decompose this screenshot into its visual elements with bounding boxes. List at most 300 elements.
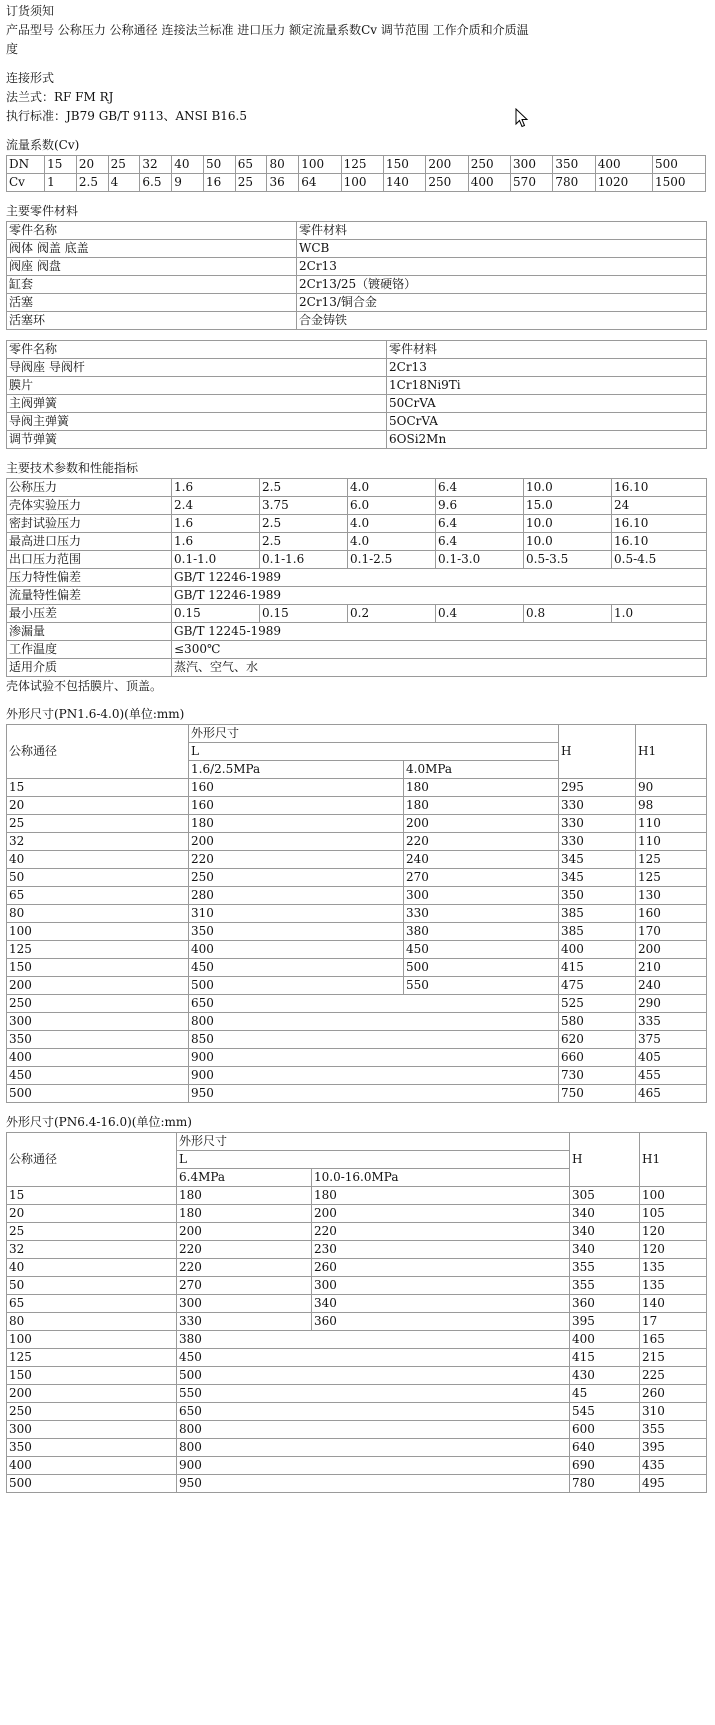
- table-row: [7, 1385, 707, 1403]
- table-row: [7, 1475, 707, 1493]
- table-cell: 6.4: [436, 515, 524, 533]
- table-cell: 100: [640, 1187, 707, 1205]
- table-row: [7, 258, 707, 276]
- table-row: [7, 413, 707, 431]
- table-row: [7, 905, 707, 923]
- table-row: [7, 222, 707, 240]
- table-cell: 1.6: [172, 479, 260, 497]
- table-row: [7, 725, 707, 743]
- table-cell: 65: [7, 887, 189, 905]
- table-cell: 450: [189, 959, 404, 977]
- table-cell: WCB: [297, 240, 707, 258]
- table-cell: 335: [636, 1013, 707, 1031]
- table-cell: 流量特性偏差: [7, 587, 172, 605]
- table-cell: 110: [636, 833, 707, 851]
- table-cell: 160: [636, 905, 707, 923]
- table-cell: 310: [640, 1403, 707, 1421]
- table-cell: 100: [7, 923, 189, 941]
- table-cell: 40: [7, 1259, 177, 1277]
- header-cell: L: [177, 1151, 570, 1169]
- table-cell: 220: [177, 1241, 312, 1259]
- table-cell: 2Cr13: [387, 359, 707, 377]
- table-cell: 270: [177, 1277, 312, 1295]
- header-cell: 6.4MPa: [177, 1169, 312, 1187]
- header-cell: H1: [636, 725, 707, 779]
- table-cell: 0.1-1.0: [172, 551, 260, 569]
- table-cell: 15.0: [524, 497, 612, 515]
- header-cell: 外形尺寸: [189, 725, 559, 743]
- table-cell: 200: [426, 156, 468, 174]
- table-row: [7, 341, 707, 359]
- table-cell: 430: [570, 1367, 640, 1385]
- table-cell: 500: [404, 959, 559, 977]
- table-cell: 415: [559, 959, 636, 977]
- table-cell: 压力特性偏差: [7, 569, 172, 587]
- table-cell: 15: [45, 156, 77, 174]
- table-cell: 350: [7, 1031, 189, 1049]
- table-cell: 65: [7, 1295, 177, 1313]
- table-row: [7, 995, 707, 1013]
- table-cell: 125: [341, 156, 383, 174]
- table-cell: 240: [404, 851, 559, 869]
- table-cell: 135: [640, 1259, 707, 1277]
- table-cell: 355: [640, 1421, 707, 1439]
- table-cell: 180: [404, 797, 559, 815]
- table-cell: 130: [636, 887, 707, 905]
- table-row: [7, 1403, 707, 1421]
- table-cell: 330: [559, 815, 636, 833]
- table-cell: 660: [559, 1049, 636, 1067]
- table-row: [7, 515, 707, 533]
- table-cell: 450: [7, 1067, 189, 1085]
- table-cell: 0.1-2.5: [348, 551, 436, 569]
- table-cell: 395: [640, 1439, 707, 1457]
- header-cell: 外形尺寸: [177, 1133, 570, 1151]
- table-cell: 150: [7, 959, 189, 977]
- table-cell: 1.6: [172, 515, 260, 533]
- table-cell: 180: [177, 1187, 312, 1205]
- table-cell: 25: [7, 1223, 177, 1241]
- table-cell: 950: [189, 1085, 559, 1103]
- order-notice-line: 产品型号 公称压力 公称通径 连接法兰标准 进口压力 额定流量系数Cv 调节范围 工作介质和介质温: [6, 23, 529, 37]
- materials-table: [6, 221, 707, 330]
- flange-type: 法兰式：RF FM RJ: [6, 90, 114, 104]
- table-cell: 455: [636, 1067, 707, 1085]
- table-cell: 400: [7, 1049, 189, 1067]
- table-cell: 690: [570, 1457, 640, 1475]
- dim2-title: 外形尺寸(PN6.4-16.0)(单位:mm): [6, 1115, 192, 1129]
- table-cell: 蒸汽、空气、水: [172, 659, 707, 677]
- table-cell: 435: [640, 1457, 707, 1475]
- table-cell: 180: [404, 779, 559, 797]
- document-page: [6, 2, 706, 1493]
- table-cell: 180: [312, 1187, 570, 1205]
- table-row: [7, 1187, 707, 1205]
- table-cell: 2.5: [76, 174, 108, 192]
- table-cell: 6.0: [348, 497, 436, 515]
- table-cell: 340: [570, 1223, 640, 1241]
- table-cell: 160: [189, 779, 404, 797]
- table-cell: 200: [189, 833, 404, 851]
- table-cell: 230: [312, 1241, 570, 1259]
- table-row: [7, 941, 707, 959]
- header-cell: 4.0MPa: [404, 761, 559, 779]
- table-cell: 395: [570, 1313, 640, 1331]
- table-cell: 2.5: [260, 479, 348, 497]
- table-cell: 355: [570, 1259, 640, 1277]
- table-cell: 缸套: [7, 276, 297, 294]
- table-row: [7, 605, 707, 623]
- table-cell: 80: [7, 905, 189, 923]
- standard-text: 执行标准：JB79 GB/T 9113、ANSI B16.5: [6, 109, 247, 123]
- table-cell: 20: [7, 797, 189, 815]
- table-cell: 40: [7, 851, 189, 869]
- table-cell: 120: [640, 1241, 707, 1259]
- table-cell: 215: [640, 1349, 707, 1367]
- table-cell: 360: [570, 1295, 640, 1313]
- table-cell: 350: [553, 156, 595, 174]
- table-row: [7, 569, 707, 587]
- table-cell: 6.4: [436, 479, 524, 497]
- table-cell: 100: [7, 1331, 177, 1349]
- table-cell: 9.6: [436, 497, 524, 515]
- table-cell: 400: [189, 941, 404, 959]
- table-cell: 渗漏量: [7, 623, 172, 641]
- table-cell: 415: [570, 1349, 640, 1367]
- table-cell: 120: [640, 1223, 707, 1241]
- table-row: [7, 1367, 707, 1385]
- table-cell: 125: [636, 851, 707, 869]
- table-cell: 620: [559, 1031, 636, 1049]
- table-cell: ≤300℃: [172, 641, 707, 659]
- table-row: [7, 240, 707, 258]
- header-cell: 1.6/2.5MPa: [189, 761, 404, 779]
- table-cell: 调节弹簧: [7, 431, 387, 449]
- table-cell: 295: [559, 779, 636, 797]
- table-cell: 9: [172, 174, 204, 192]
- table-cell: 1.0: [612, 605, 707, 623]
- dimension-table-pn1-6: [6, 724, 707, 1103]
- table-cell: 2Cr13/25（镀硬铬）: [297, 276, 707, 294]
- table-cell: 340: [570, 1205, 640, 1223]
- table-row: [7, 1085, 707, 1103]
- table-cell: 300: [511, 156, 553, 174]
- table-row: [7, 833, 707, 851]
- table-cell: 4: [108, 174, 140, 192]
- table-cell: 导阀座 导阀杆: [7, 359, 387, 377]
- table-cell: 50: [7, 1277, 177, 1295]
- table-cell: 24: [612, 497, 707, 515]
- table-cell: 450: [177, 1349, 570, 1367]
- table-cell: 260: [640, 1385, 707, 1403]
- table-cell: 64: [299, 174, 341, 192]
- table-cell: 500: [189, 977, 404, 995]
- table-cell: 250: [426, 174, 468, 192]
- table-cell: 650: [189, 995, 559, 1013]
- table-row: [7, 1031, 707, 1049]
- table-cell: 250: [7, 1403, 177, 1421]
- table-cell: 280: [189, 887, 404, 905]
- table-row: [7, 294, 707, 312]
- table-cell: 40: [172, 156, 204, 174]
- table-cell: 20: [7, 1205, 177, 1223]
- table-cell: 125: [636, 869, 707, 887]
- table-cell: 16.10: [612, 479, 707, 497]
- table-row: [7, 587, 707, 605]
- table-cell: 330: [559, 833, 636, 851]
- header-cell: H: [570, 1133, 640, 1187]
- table-cell: 250: [189, 869, 404, 887]
- table-cell: 2Cr13: [297, 258, 707, 276]
- table-cell: 220: [312, 1223, 570, 1241]
- table-row: [7, 869, 707, 887]
- table-cell: 6OSi2Mn: [387, 431, 707, 449]
- table-cell: 140: [640, 1295, 707, 1313]
- table-cell: 20: [76, 156, 108, 174]
- table-row: [7, 431, 707, 449]
- cv-table: [6, 155, 706, 192]
- table-cell: 1020: [595, 174, 652, 192]
- table-cell: 240: [636, 977, 707, 995]
- table-cell: 32: [140, 156, 172, 174]
- table-cell: Cv: [7, 174, 45, 192]
- specs-title: 主要技术参数和性能指标: [6, 461, 139, 475]
- table-cell: 1500: [652, 174, 705, 192]
- table-cell: 工作温度: [7, 641, 172, 659]
- table-cell: 1: [45, 174, 77, 192]
- table-row: [7, 779, 707, 797]
- table-cell: 500: [7, 1475, 177, 1493]
- table-cell: 580: [559, 1013, 636, 1031]
- table-cell: 640: [570, 1439, 640, 1457]
- table-cell: 600: [570, 1421, 640, 1439]
- dim1-title: 外形尺寸(PN1.6-4.0)(单位:mm): [6, 707, 185, 721]
- table-cell: 350: [559, 887, 636, 905]
- table-cell: 导阀主弹簧: [7, 413, 387, 431]
- table-cell: 0.15: [260, 605, 348, 623]
- table-row: [7, 1277, 707, 1295]
- table-cell: 125: [7, 1349, 177, 1367]
- table-cell: 10.0: [524, 515, 612, 533]
- table-cell: 385: [559, 905, 636, 923]
- table-cell: 545: [570, 1403, 640, 1421]
- table-cell: 100: [299, 156, 341, 174]
- specs-table: [6, 478, 707, 677]
- table-cell: 90: [636, 779, 707, 797]
- table-cell: DN: [7, 156, 45, 174]
- table-cell: 500: [177, 1367, 570, 1385]
- table-cell: 80: [267, 156, 299, 174]
- table-row: [7, 1457, 707, 1475]
- table-row: [7, 377, 707, 395]
- table-cell: 32: [7, 833, 189, 851]
- header-cell: 公称通径: [7, 725, 189, 779]
- table-cell: 135: [640, 1277, 707, 1295]
- table-cell: 活塞: [7, 294, 297, 312]
- table-cell: 2.4: [172, 497, 260, 515]
- table-cell: 3.75: [260, 497, 348, 515]
- table-cell: 零件名称: [7, 341, 387, 359]
- table-cell: 4.0: [348, 479, 436, 497]
- table-cell: 2.5: [260, 533, 348, 551]
- table-cell: 570: [511, 174, 553, 192]
- table-cell: 500: [7, 1085, 189, 1103]
- table-row: [7, 1013, 707, 1031]
- table-row: [7, 1133, 707, 1151]
- table-cell: 140: [383, 174, 425, 192]
- table-cell: 10.0: [524, 533, 612, 551]
- header-cell: H: [559, 725, 636, 779]
- table-cell: 98: [636, 797, 707, 815]
- table-cell: 385: [559, 923, 636, 941]
- table-cell: 100: [341, 174, 383, 192]
- table-cell: 400: [559, 941, 636, 959]
- table-cell: 适用介质: [7, 659, 172, 677]
- table-cell: 330: [559, 797, 636, 815]
- table-cell: 0.5-3.5: [524, 551, 612, 569]
- table-cell: 膜片: [7, 377, 387, 395]
- table-cell: 105: [640, 1205, 707, 1223]
- table-cell: 50: [203, 156, 235, 174]
- table-row: [7, 1439, 707, 1457]
- table-cell: 17: [640, 1313, 707, 1331]
- table-cell: 200: [7, 977, 189, 995]
- table-cell: 0.1-3.0: [436, 551, 524, 569]
- table-row: [7, 359, 707, 377]
- table-cell: 主阀弹簧: [7, 395, 387, 413]
- table-cell: 合金铸铁: [297, 312, 707, 330]
- table-cell: 200: [312, 1205, 570, 1223]
- table-cell: 220: [404, 833, 559, 851]
- table-row: [7, 1313, 707, 1331]
- table-cell: 110: [636, 815, 707, 833]
- table-cell: 150: [383, 156, 425, 174]
- table-cell: 475: [559, 977, 636, 995]
- table-cell: 200: [7, 1385, 177, 1403]
- table-cell: 0.4: [436, 605, 524, 623]
- table-cell: 10.0: [524, 479, 612, 497]
- table-cell: 780: [553, 174, 595, 192]
- table-row: [7, 551, 707, 569]
- table-cell: 壳体实验压力: [7, 497, 172, 515]
- table-row: [7, 1259, 707, 1277]
- order-notice-line-2: 度: [6, 42, 19, 56]
- table-cell: 1Cr18Ni9Ti: [387, 377, 707, 395]
- table-cell: 2.5: [260, 515, 348, 533]
- table-cell: 16.10: [612, 533, 707, 551]
- mouse-pointer-icon: [515, 108, 529, 128]
- cv-title: 流量系数(Cv): [6, 138, 80, 152]
- table-cell: 225: [640, 1367, 707, 1385]
- table-cell: 495: [640, 1475, 707, 1493]
- table-cell: 25: [235, 174, 267, 192]
- table-cell: 465: [636, 1085, 707, 1103]
- table-cell: 800: [177, 1439, 570, 1457]
- table-cell: 4.0: [348, 533, 436, 551]
- table-cell: 活塞环: [7, 312, 297, 330]
- table-row: [7, 156, 706, 174]
- table-cell: GB/T 12245-1989: [172, 623, 707, 641]
- table-cell: 800: [177, 1421, 570, 1439]
- table-cell: 210: [636, 959, 707, 977]
- table-cell: 16.10: [612, 515, 707, 533]
- table-row: [7, 623, 707, 641]
- table-cell: 220: [189, 851, 404, 869]
- table-cell: 出口压力范围: [7, 551, 172, 569]
- table-row: [7, 1223, 707, 1241]
- table-cell: 330: [404, 905, 559, 923]
- table-cell: 15: [7, 1187, 177, 1205]
- table-cell: 300: [312, 1277, 570, 1295]
- table-cell: 密封试验压力: [7, 515, 172, 533]
- table-cell: 6.4: [436, 533, 524, 551]
- table-cell: 310: [189, 905, 404, 923]
- table-row: [7, 479, 707, 497]
- table-cell: 36: [267, 174, 299, 192]
- table-cell: 800: [189, 1013, 559, 1031]
- table-cell: 350: [189, 923, 404, 941]
- table-cell: 650: [177, 1403, 570, 1421]
- table-cell: 0.15: [172, 605, 260, 623]
- table-row: [7, 641, 707, 659]
- table-cell: 380: [404, 923, 559, 941]
- table-cell: 250: [468, 156, 510, 174]
- table-cell: 16: [203, 174, 235, 192]
- table-cell: 950: [177, 1475, 570, 1493]
- table-cell: 355: [570, 1277, 640, 1295]
- table-cell: 45: [570, 1385, 640, 1403]
- table-cell: 850: [189, 1031, 559, 1049]
- specs-note: 壳体试验不包括膜片、顶盖。: [6, 679, 163, 693]
- table-cell: 200: [636, 941, 707, 959]
- header-cell: L: [189, 743, 559, 761]
- table-cell: 345: [559, 851, 636, 869]
- dimension-table-pn6-4: [6, 1132, 707, 1493]
- table-row: [7, 1241, 707, 1259]
- connection-title: 连接形式: [6, 71, 55, 85]
- table-cell: 300: [7, 1421, 177, 1439]
- table-row: [7, 1205, 707, 1223]
- table-cell: 330: [177, 1313, 312, 1331]
- table-cell: 最高进口压力: [7, 533, 172, 551]
- table-cell: 730: [559, 1067, 636, 1085]
- table-cell: 300: [177, 1295, 312, 1313]
- table-cell: 5OCrVA: [387, 413, 707, 431]
- table-cell: 900: [189, 1049, 559, 1067]
- table-cell: 220: [177, 1259, 312, 1277]
- table-row: [7, 887, 707, 905]
- table-row: [7, 815, 707, 833]
- table-cell: 300: [7, 1013, 189, 1031]
- table-cell: 公称压力: [7, 479, 172, 497]
- table-cell: 200: [177, 1223, 312, 1241]
- table-cell: 零件名称: [7, 222, 297, 240]
- table-row: [7, 1067, 707, 1085]
- table-cell: 500: [652, 156, 705, 174]
- table-cell: 零件材料: [297, 222, 707, 240]
- table-cell: 0.8: [524, 605, 612, 623]
- table-cell: 125: [7, 941, 189, 959]
- table-cell: 550: [177, 1385, 570, 1403]
- table-cell: 170: [636, 923, 707, 941]
- table-cell: 0.2: [348, 605, 436, 623]
- table-cell: 50CrVA: [387, 395, 707, 413]
- table-cell: 150: [7, 1367, 177, 1385]
- pilot-materials-table: [6, 340, 707, 449]
- table-cell: 180: [177, 1205, 312, 1223]
- table-cell: 350: [7, 1439, 177, 1457]
- table-row: [7, 1421, 707, 1439]
